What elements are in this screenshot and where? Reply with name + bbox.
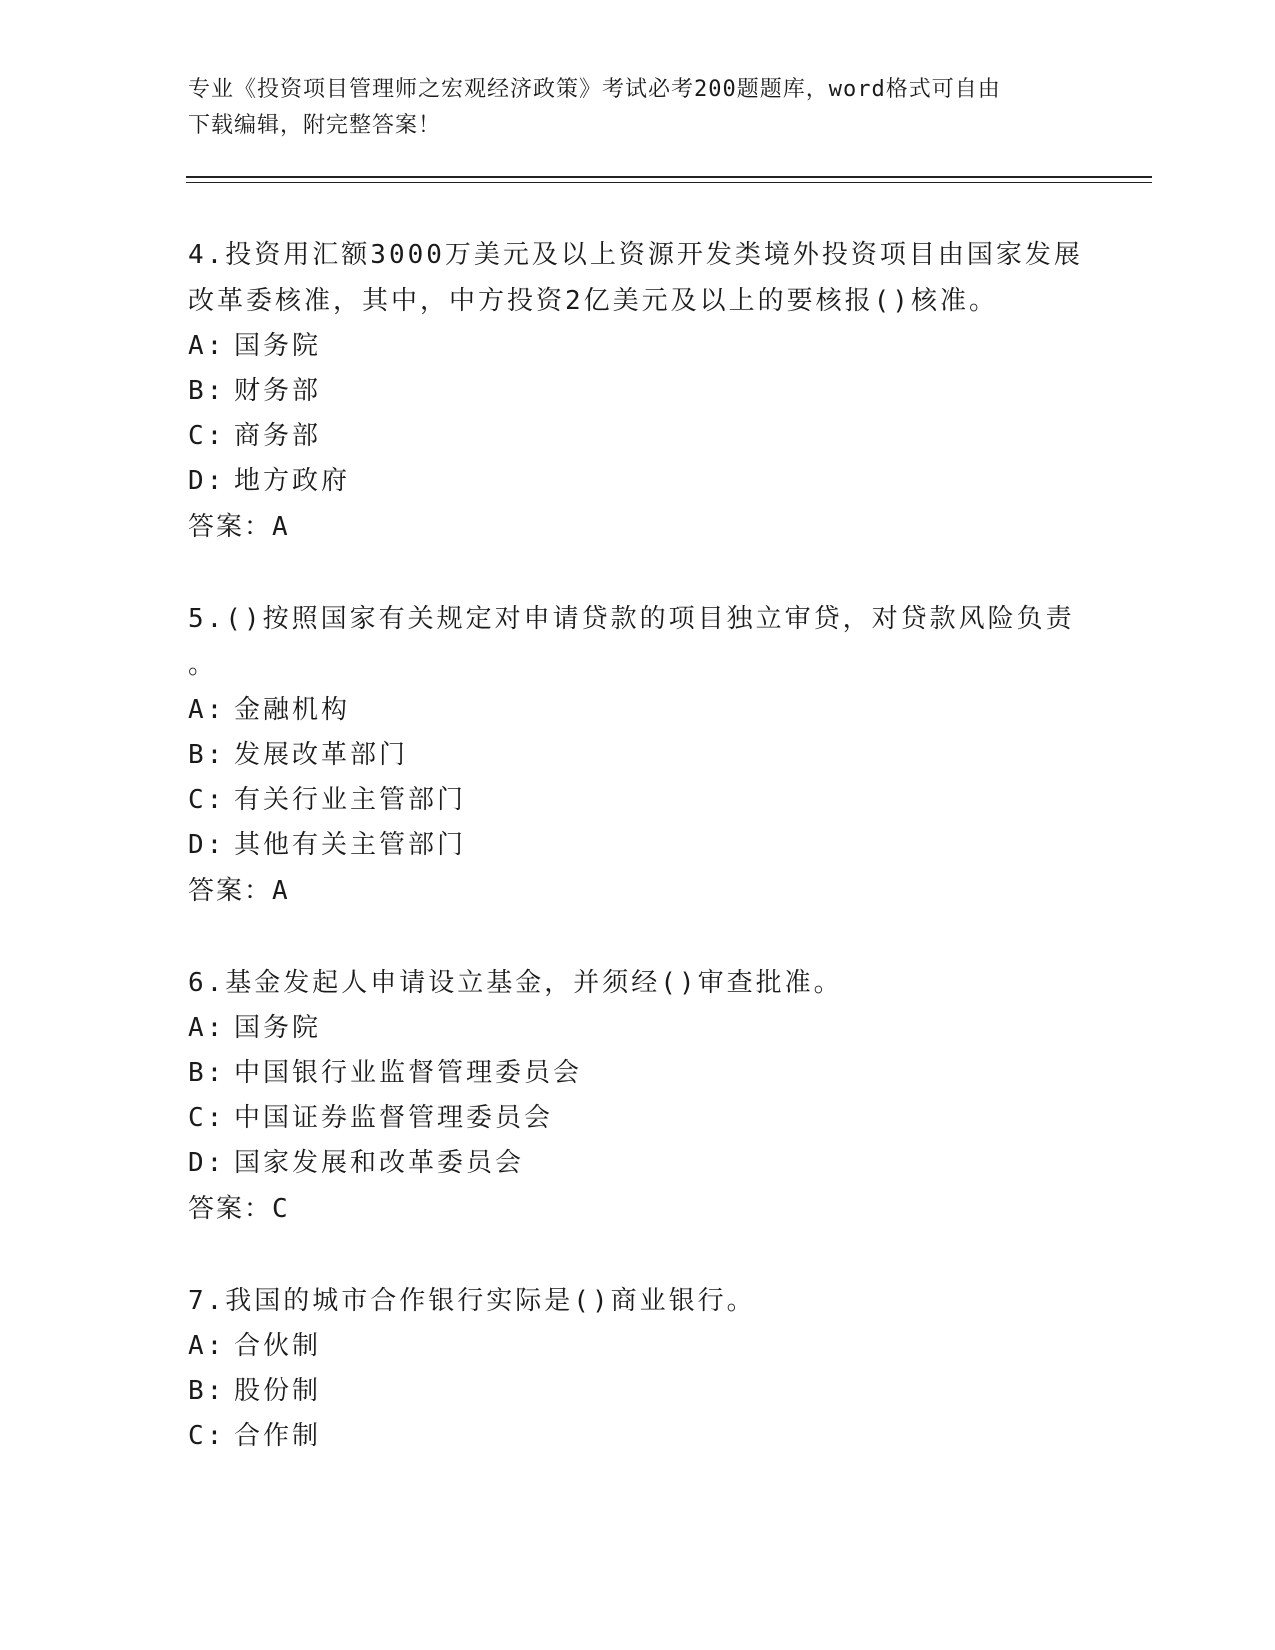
option-c — [188, 414, 1088, 459]
answer-label: 答案： — [188, 1194, 273, 1224]
option-text: 财务部 — [234, 376, 322, 406]
question-list — [188, 232, 1088, 1505]
option-label: B: — [188, 1058, 226, 1088]
option-a — [188, 324, 1088, 369]
option-b — [188, 733, 1088, 778]
option-text: 发展改革部门 — [234, 740, 409, 770]
option-text: 金融机构 — [234, 695, 351, 725]
question-stem: 6.基金发起人申请设立基金，并须经()审查批准。 — [188, 968, 843, 998]
question-stem-continued: 改革委核准，其中，中方投资2亿美元及以上的要核报()核准。 — [188, 286, 998, 316]
answer-line — [188, 504, 1088, 550]
option-text: 商务部 — [234, 421, 322, 451]
document-header — [188, 72, 1088, 144]
answer-label: 答案： — [188, 512, 273, 542]
option-label: A: — [188, 1331, 226, 1361]
header-line-1: 专业《投资项目管理师之宏观经济政策》考试必考200题题库，word格式可自由 — [188, 77, 1001, 102]
option-b — [188, 1369, 1088, 1414]
option-c — [188, 778, 1088, 823]
option-text: 中国证券监督管理委员会 — [234, 1103, 554, 1133]
option-d — [188, 459, 1088, 504]
option-label: A: — [188, 331, 226, 361]
option-label: B: — [188, 1376, 226, 1406]
question-stem: 5.()按照国家有关规定对申请贷款的项目独立审贷，对贷款风险负责 — [188, 604, 1075, 634]
option-label: A: — [188, 695, 226, 725]
answer-value: A — [272, 512, 290, 542]
option-text: 股份制 — [234, 1376, 322, 1406]
question-4 — [188, 232, 1088, 550]
question-stem: 4.投资用汇额3000万美元及以上资源开发类境外投资项目由国家发展 — [188, 240, 1083, 270]
question-5 — [188, 596, 1088, 914]
option-a — [188, 1324, 1088, 1369]
option-label: C: — [188, 1103, 226, 1133]
option-text: 合伙制 — [234, 1331, 322, 1361]
option-c — [188, 1414, 1088, 1459]
option-text: 合作制 — [234, 1421, 322, 1451]
option-text: 其他有关主管部门 — [234, 830, 467, 860]
option-c — [188, 1096, 1088, 1141]
option-label: C: — [188, 421, 226, 451]
option-label: C: — [188, 1421, 226, 1451]
header-line-2: 下载编辑，附完整答案！ — [188, 113, 442, 138]
option-d — [188, 1141, 1088, 1186]
answer-line — [188, 868, 1088, 914]
option-label: D: — [188, 466, 226, 496]
option-text: 国务院 — [234, 331, 322, 361]
option-label: D: — [188, 1148, 226, 1178]
answer-value: A — [272, 876, 290, 906]
answer-line — [188, 1186, 1088, 1232]
question-stem: 7.我国的城市合作银行实际是()商业银行。 — [188, 1286, 756, 1316]
option-d — [188, 823, 1088, 868]
option-label: D: — [188, 830, 226, 860]
option-label: B: — [188, 376, 226, 406]
answer-value: C — [272, 1194, 290, 1224]
header-divider-thick — [186, 176, 1152, 178]
option-a — [188, 1006, 1088, 1051]
option-label: C: — [188, 785, 226, 815]
option-text: 有关行业主管部门 — [234, 785, 467, 815]
option-text: 地方政府 — [234, 466, 351, 496]
question-stem-continued: 。 — [188, 650, 218, 680]
answer-label: 答案： — [188, 876, 273, 906]
question-6 — [188, 960, 1088, 1232]
option-label: A: — [188, 1013, 226, 1043]
option-text: 国务院 — [234, 1013, 322, 1043]
header-divider-thin — [186, 182, 1152, 183]
option-text: 国家发展和改革委员会 — [234, 1148, 525, 1178]
option-b — [188, 369, 1088, 414]
option-a — [188, 688, 1088, 733]
question-7 — [188, 1278, 1088, 1459]
option-label: B: — [188, 740, 226, 770]
option-b — [188, 1051, 1088, 1096]
option-text: 中国银行业监督管理委员会 — [234, 1058, 583, 1088]
